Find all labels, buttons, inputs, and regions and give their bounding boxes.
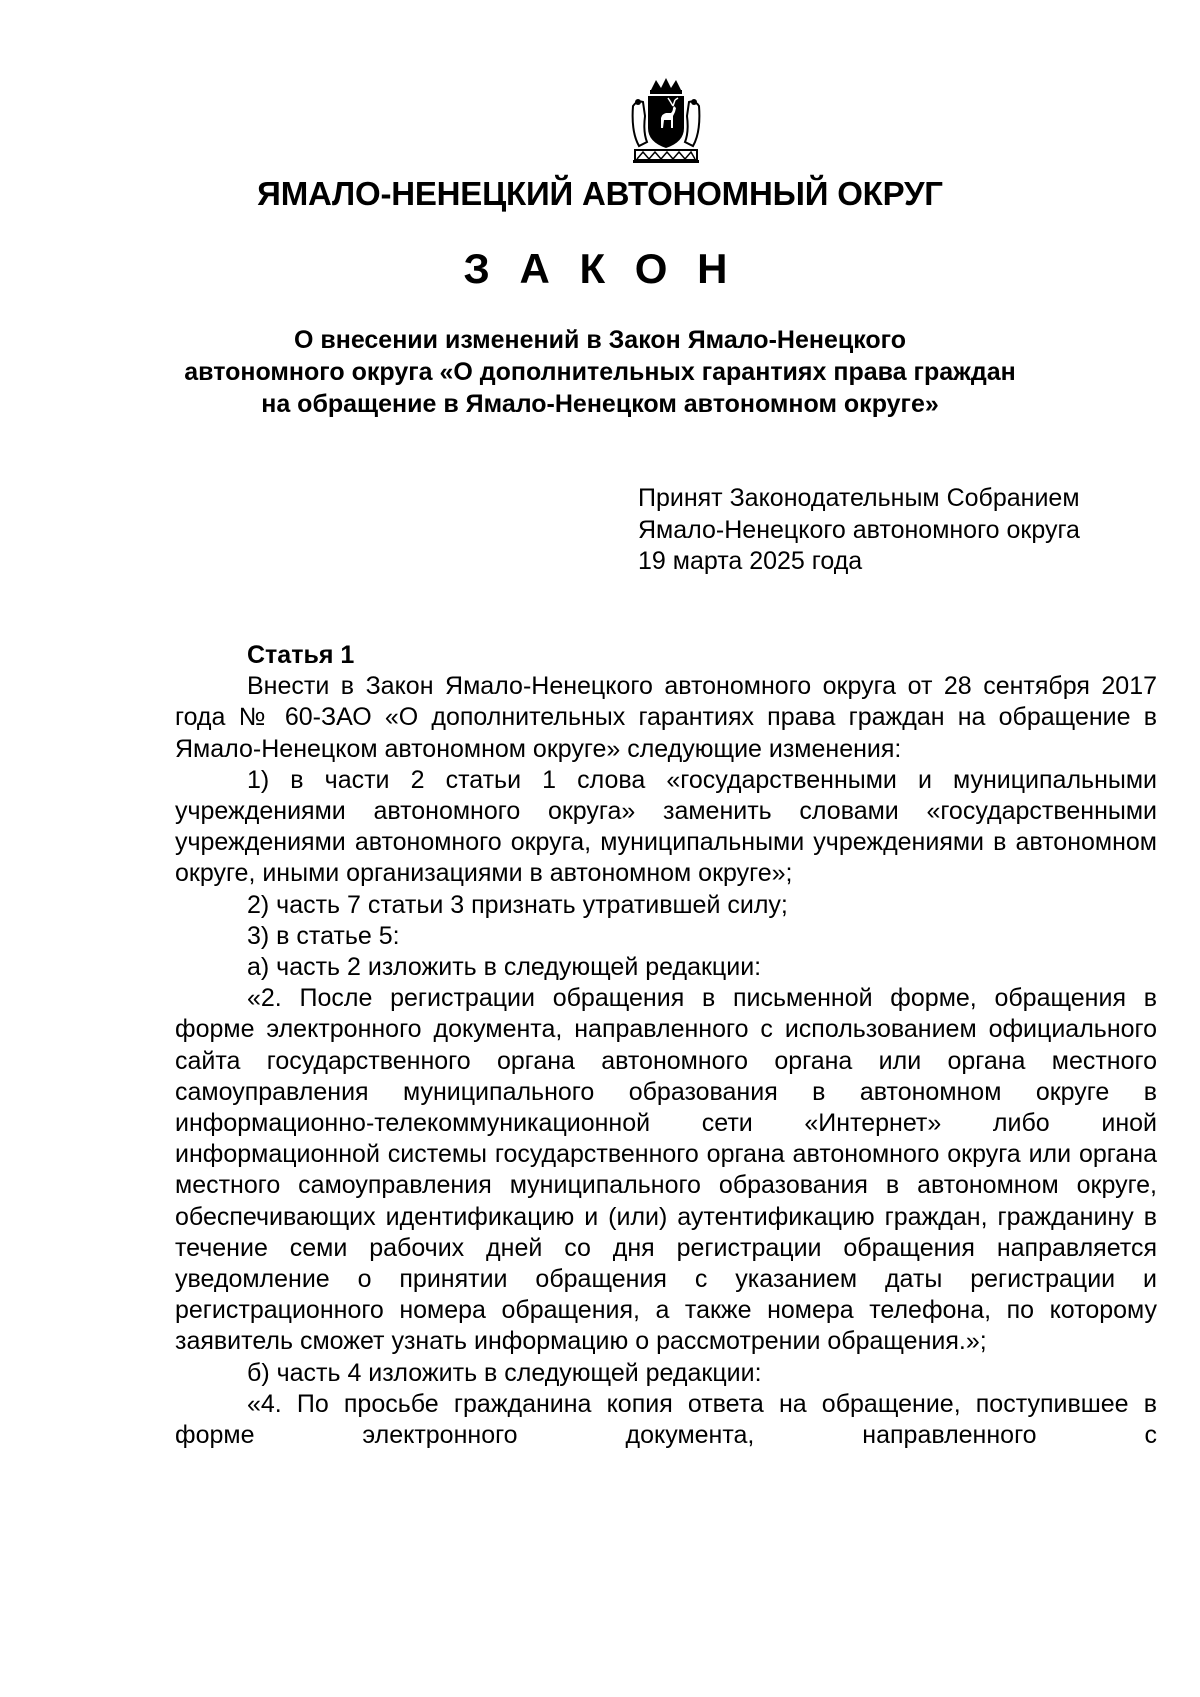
article-heading: Статья 1 bbox=[247, 641, 355, 669]
paragraph: 2) часть 7 статьи 3 признать утратившей силу; bbox=[247, 890, 788, 919]
law-body bbox=[175, 640, 1157, 1451]
paragraph: Внести в Закон Ямало-Ненецкого автономного округа от 28 сентября 2017 года № 60-ЗАО «О дополнительных гарантиях права граждан на обращение в Ямало-Ненецком автономном округе» следующие изменения: bbox=[175, 672, 1157, 763]
paragraph: а) часть 2 изложить в следующей редакции: bbox=[247, 953, 762, 982]
law-title-line: О внесении изменений в Закон Ямало-Ненецкого bbox=[293, 326, 907, 354]
adoption-note bbox=[638, 483, 1080, 578]
adoption-date: 19 марта 2025 года bbox=[638, 547, 863, 575]
paragraph: 1) в части 2 статьи 1 слова «государственными и муниципальными учреждениями автономного округа» заменить словами «государственными учреждениями автономного округа, муниципальными учреждениями в автономном округе, иными организациями в автономном округе»; bbox=[175, 765, 1157, 888]
adoption-line: Принят Законодательным Собранием bbox=[638, 484, 1080, 512]
paragraph: б) часть 4 изложить в следующей редакции: bbox=[247, 1358, 762, 1387]
paragraph: 3) в статье 5: bbox=[247, 921, 400, 950]
law-title bbox=[0, 324, 1200, 420]
law-title-line: автономного округа «О дополнительных гарантиях права граждан bbox=[184, 358, 1016, 386]
document-type: З А К О Н bbox=[463, 245, 737, 292]
region-name: ЯМАЛО-НЕНЕЦКИЙ АВТОНОМНЫЙ ОКРУГ bbox=[257, 175, 943, 212]
paragraph: «4. По просьбе гражданина копия ответа на обращение, поступившее в форме электронного документа, направленного с bbox=[175, 1389, 1157, 1450]
law-title-line: на обращение в Ямало-Ненецком автономном округе» bbox=[261, 390, 939, 418]
paragraph: «2. После регистрации обращения в письменной форме, обращения в форме электронного документа, направленного с использованием официального сайта государственного органа автономного органа или органа местного самоуправления муниципального образования в автономном округе в информационно-телекоммуникационной сети «Интернет» либо иной информационной системы государственного органа автономного округа или органа местного самоуправления муниципального образования в автономном округе, обеспечивающих идентификацию и (или) аутентификацию граждан, гражданину в течение семи рабочих дней со дня регистрации обращения направляется уведомление о принятии обращения с указанием даты регистрации и регистрационного номера обращения, а также номера телефона, по которому заявитель сможет узнать информацию о рассмотрении обращения.»; bbox=[175, 984, 1157, 1356]
adoption-line: Ямало-Ненецкого автономного округа bbox=[638, 515, 1080, 544]
coat-of-arms-graphic bbox=[623, 76, 709, 166]
coat-of-arms-icon bbox=[623, 76, 709, 166]
